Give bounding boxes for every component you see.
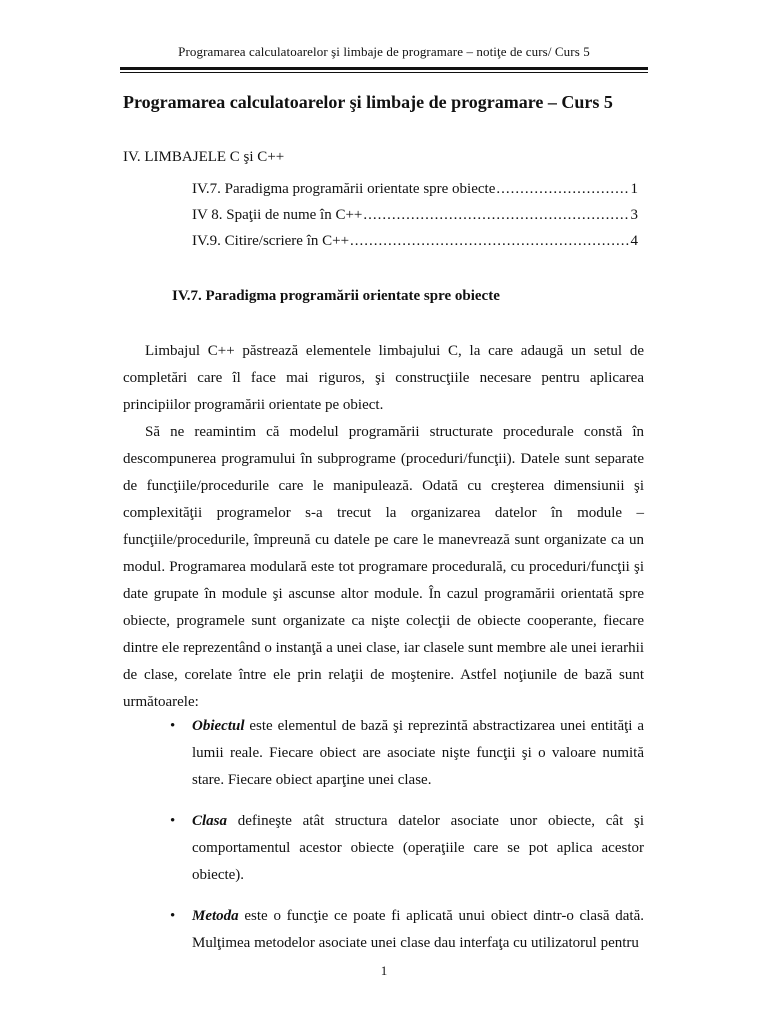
body-text xyxy=(123,338,644,716)
toc-entry-page: 4 xyxy=(630,233,638,249)
bullet-icon: • xyxy=(170,718,176,734)
definition-text: este o funcţie ce poate fi aplicată unui obiect dintr-o clasă dată. Mulţimea metodelor asociate unei clase dau interfaţa cu utilizatorul pentru xyxy=(192,908,644,951)
document-title: Programarea calculatoarelor şi limbaje de programare – Curs 5 xyxy=(123,92,613,112)
list-item xyxy=(170,903,644,957)
term: Metoda xyxy=(192,908,239,924)
toc-entry-label: IV 8. Spaţii de nume în C++ xyxy=(192,207,363,223)
toc-leader-dots xyxy=(363,207,629,224)
bullet-icon: • xyxy=(170,908,176,924)
paragraph: Să ne reamintim că modelul programării structurate procedurale constă în descompunerea programului în subprograme (proceduri/funcţii). Datele sunt separate de funcţiile/procedurile care le manipulează. Odată cu creşterea dimensiunii şi complexităţii programelor s-a trecut la organizarea datelor în module – funcţiile/procedurile, împreună cu datele pe care le manevrează sunt organizate ca un modul. Programarea modulară este tot programare procedurală, cu proceduri/funcţii şi date grupate în module şi ascunse altor module. În cazul programării orientată spre obiecte, programele sunt organizate ca nişte colecţii de obiecte cooperante, fiecare dintre ele reprezentând o instanţă a unei clase, iar clasele sunt membre ale unei ierarhii de clase, corelate între ele prin relaţii de moştenire. Astfel noţiunile de bază sunt următoarele: xyxy=(123,424,644,710)
running-header: Programarea calculatoarelor şi limbaje de programare – notiţe de curs/ Curs 5 xyxy=(178,44,590,59)
toc-entry-label: IV.9. Citire/scriere în C++ xyxy=(192,233,350,249)
header-rule-thick xyxy=(120,67,648,70)
toc-entry xyxy=(192,207,638,229)
definition-text: este elementul de bază şi reprezintă abstractizarea unei entităţi a lumii reale. Fiecare obiect are asociate nişte funcţii şi o valoare numită stare. Fiecare obiect aparţine unei clase. xyxy=(192,718,644,788)
definition-text: defineşte atât structura datelor asociate unor obiecte, cât şi comportamentul acestor obiecte (operaţiile care se pot aplica acestor obiecte). xyxy=(192,813,644,883)
header-rule-thin xyxy=(120,72,648,73)
paragraph: Limbajul C++ păstrează elementele limbajului C, la care adaugă un setul de completări care îl face mai riguros, şi construcţiile necesare pentru aplicarea principiilor programării orientate pe obiect. xyxy=(123,343,644,413)
toc-entry-page: 3 xyxy=(630,207,638,223)
toc-leader-dots xyxy=(496,181,629,198)
toc-entry-label: IV.7. Paradigma programării orientate spre obiecte xyxy=(192,181,496,197)
chapter-heading: IV. LIMBAJELE C şi C++ xyxy=(123,149,285,165)
term: Clasa xyxy=(192,813,228,829)
bullet-icon: • xyxy=(170,813,176,829)
list-item xyxy=(170,808,644,903)
term: Obiectul xyxy=(192,718,245,734)
toc-leader-dots xyxy=(350,233,629,250)
toc-entry-page: 1 xyxy=(630,181,638,197)
toc-entry xyxy=(192,233,638,255)
toc-entry xyxy=(192,181,638,203)
section-heading: IV.7. Paradigma programării orientate spre obiecte xyxy=(172,288,500,304)
list-item xyxy=(170,713,644,808)
page-number: 1 xyxy=(380,963,388,978)
definition-list xyxy=(170,713,644,957)
